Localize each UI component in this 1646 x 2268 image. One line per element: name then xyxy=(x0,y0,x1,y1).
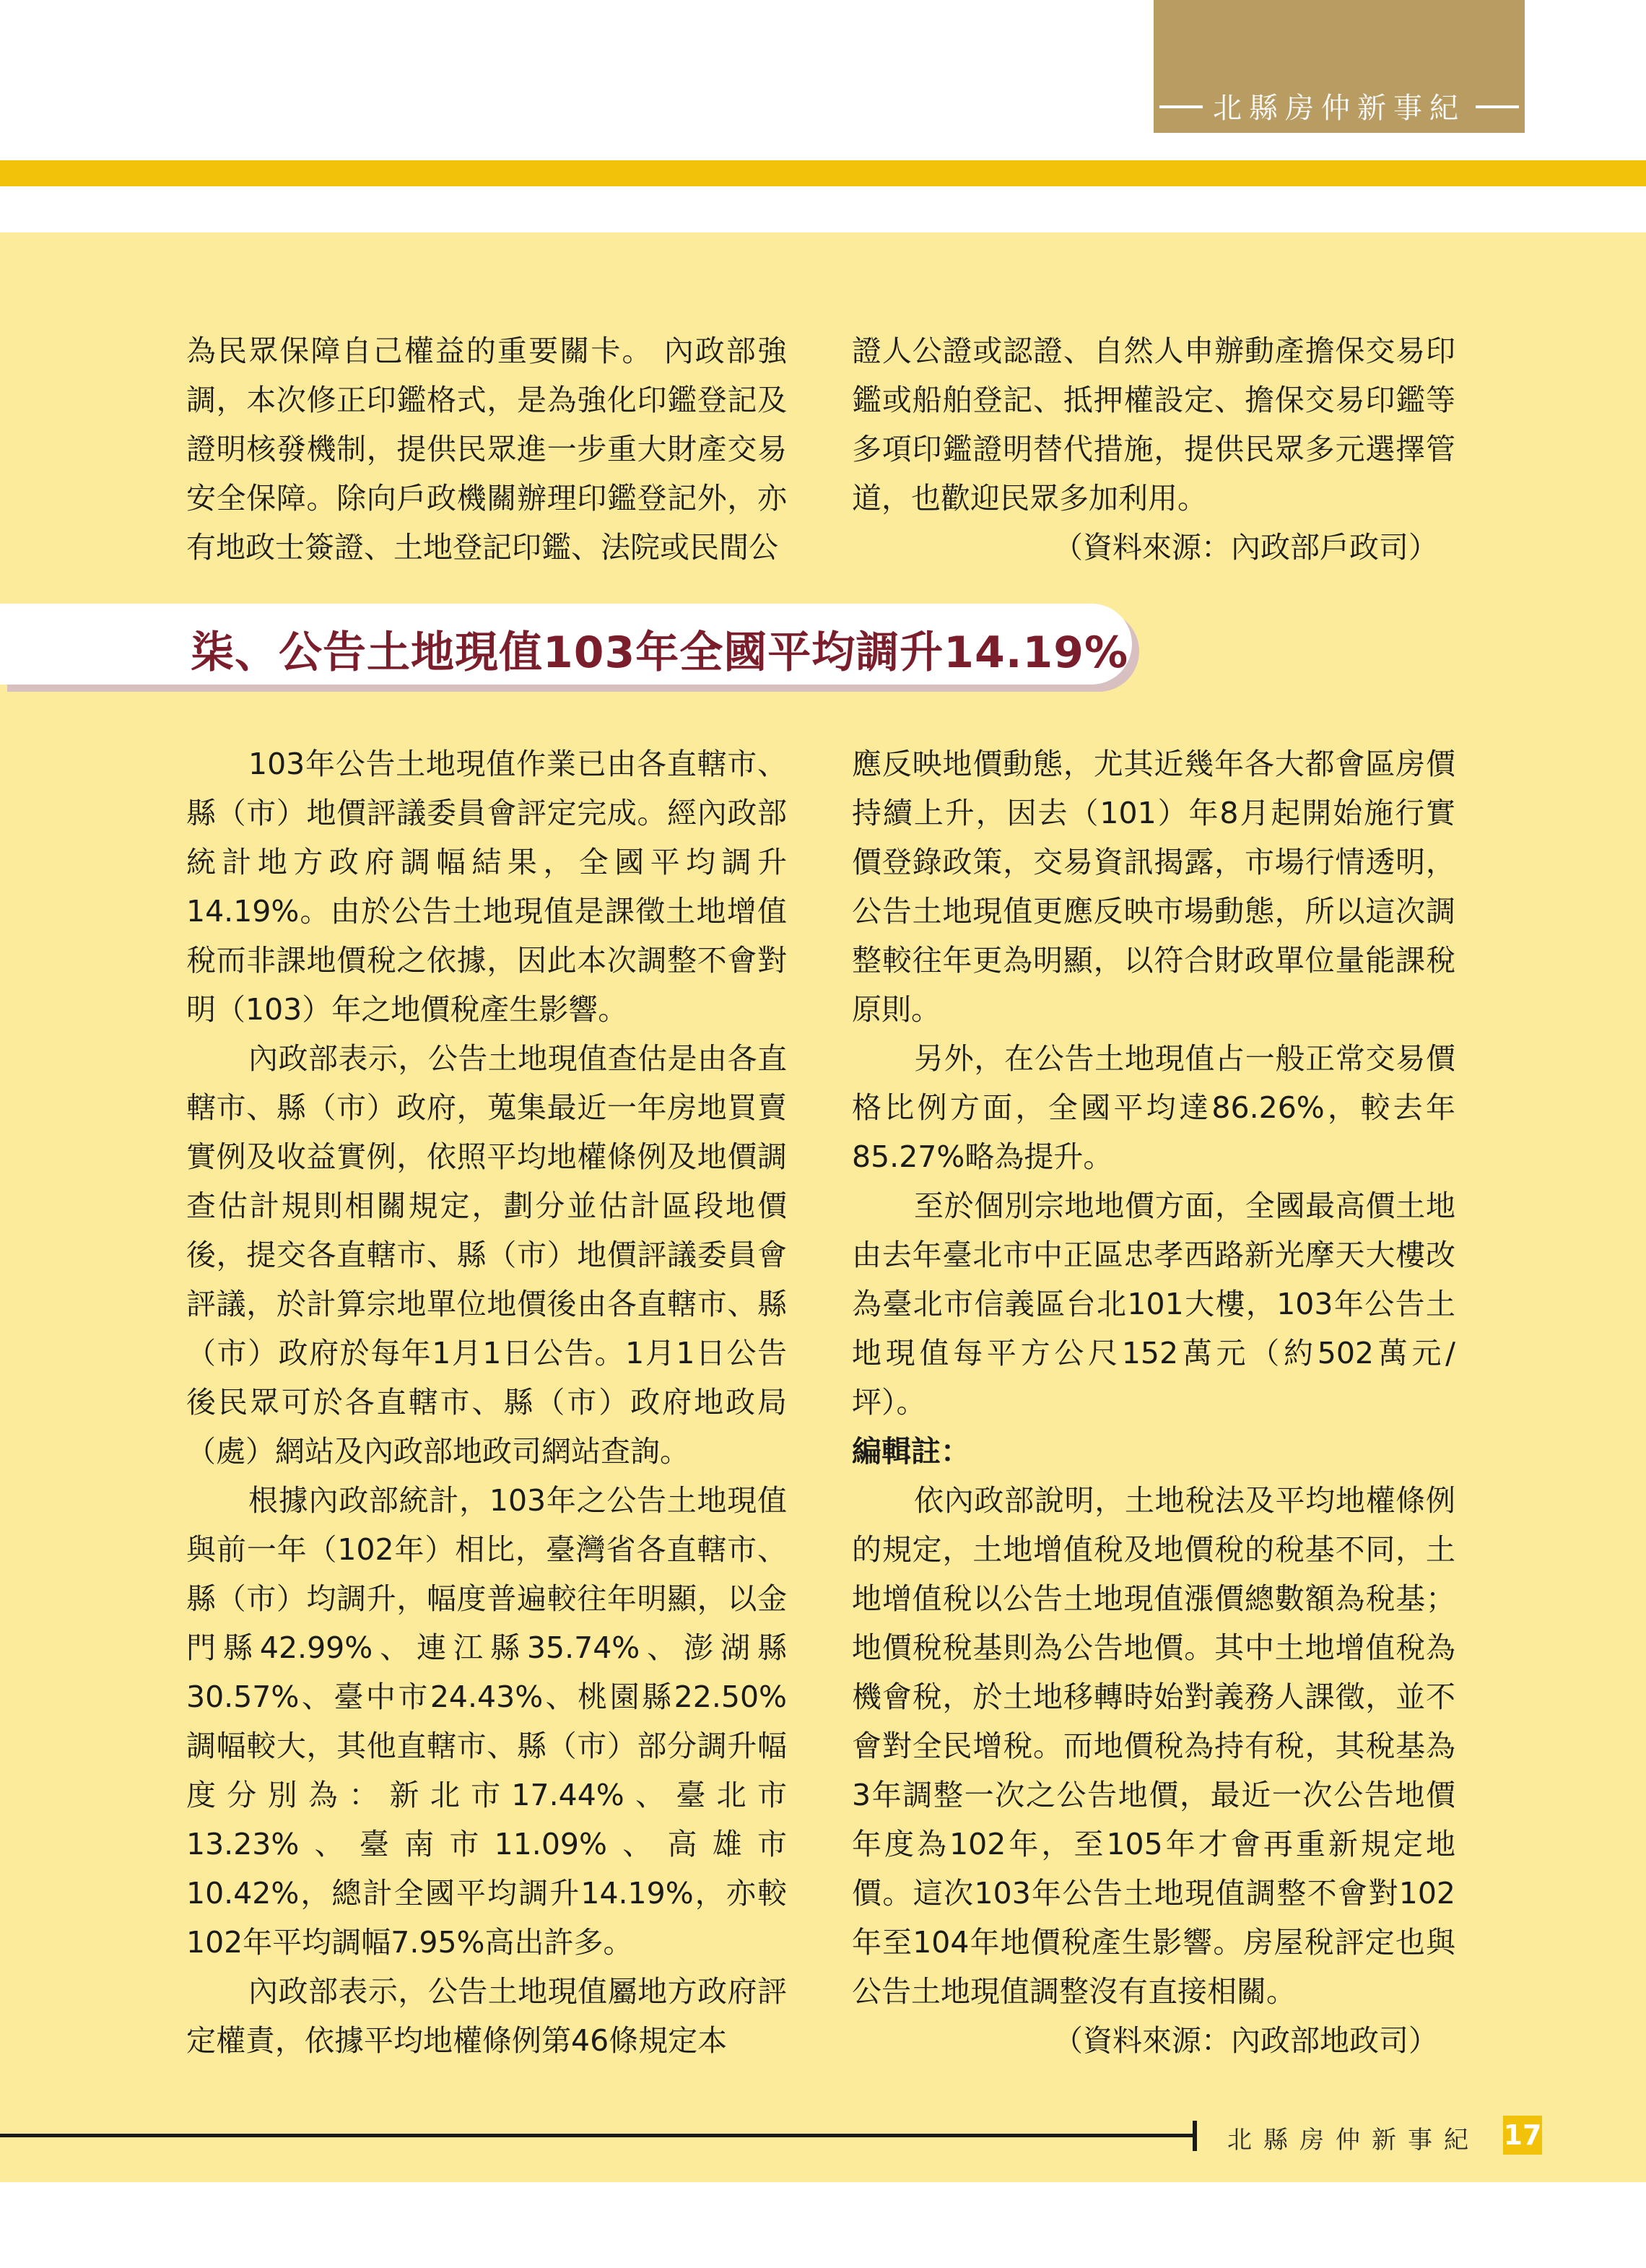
body-right-column xyxy=(852,739,1455,2065)
paragraph: 103年公告土地現值作業已由各直轄市、縣（市）地價評議委員會評定完成。經內政部統計地方政府調幅結果，全國平均調升14.19%。由於公告土地現值是課徵土地增值稅而非課地價稅之依據，因此本次調整不會對明（103）年之地價稅產生影響。 xyxy=(186,747,787,1027)
footer-tick xyxy=(1193,2121,1197,2151)
footer-rule xyxy=(0,2134,1193,2137)
paragraph: 根據內政部統計，103年之公告土地現值與前一年（102年）相比，臺灣省各直轄市、縣（市）均調升，幅度普遍較往年明顯，以金門縣42.99%、連江縣35.74%、澎湖縣30.57%、臺中市24.43%、桃園縣22.50%調幅較大，其他直轄市、縣（市）部分調升幅度分別為：新北市17.44%、臺北市13.23%、臺南市11.09%、高雄市10.42%，總計全國平均調升14.19%，亦較102年平均調幅7.95%高出許多。 xyxy=(186,1483,787,1960)
section-banner xyxy=(0,604,1132,685)
editor-note-label: 編輯註： xyxy=(852,1434,970,1469)
paragraph: 為民眾保障自己權益的重要關卡。 內政部強調，本次修正印鑑格式，是為強化印鑑登記及證明核發機制，提供民眾進一步重大財產交易安全保障。除向戶政機關辦理印鑑登記外，亦有地政士簽證、土地登記印鑑、法院或民間公 xyxy=(186,334,787,565)
paragraph: 證人公證或認證、自然人申辦動產擔保交易印鑑或船舶登記、抵押權設定、擔保交易印鑑等多項印鑑證明替代措施，提供民眾多元選擇管道，也歡迎民眾多加利用。 xyxy=(852,334,1455,516)
source-note: （資料來源：內政部戶政司） xyxy=(1053,530,1438,565)
top-stripe xyxy=(0,160,1646,186)
section-title: 柒、公告土地現值103年全國平均調升14.19% xyxy=(191,627,1129,678)
paragraph: 另外，在公告土地現值占一般正常交易價格比例方面，全國平均達86.26%，較去年85.27%略為提升。 xyxy=(852,1041,1455,1174)
header-tab xyxy=(1154,0,1525,133)
header-rule-right xyxy=(1476,105,1519,108)
top-left-column xyxy=(186,326,787,572)
page-number: 17 xyxy=(1503,2116,1542,2155)
editor-note: 依內政部說明，土地稅法及平均地權條例的規定，土地增值稅及地價稅的稅基不同，土地增值稅以公告土地現值漲價總數額為稅基；地價稅稅基則為公告地價。其中土地增值稅為機會稅，於土地移轉時始對義務人課徵，並不會對全民增稅。而地價稅為持有稅，其稅基為3年調整一次之公告地價，最近一次公告地價年度為102年，至105年才會再重新規定地價。這次103年公告土地現值調整不會對102年至104年地價稅產生影響。房屋稅評定也與公告土地現值調整沒有直接相關。 xyxy=(852,1483,1455,2009)
body-left-column xyxy=(186,739,787,2065)
top-right-column xyxy=(852,326,1455,572)
paragraph: 應反映地價動態，尤其近幾年各大都會區房價持續上升，因去（101）年8月起開始施行實價登錄政策，交易資訊揭露，市場行情透明，公告土地現值更應反映市場動態，所以這次調整較往年更為明顯，以符合財政單位量能課稅原則。 xyxy=(852,747,1455,1027)
paragraph: 內政部表示，公告土地現值查估是由各直轄市、縣（市）政府，蒐集最近一年房地買賣實例及收益實例，依照平均地權條例及地價調查估計規則相關規定，劃分並估計區段地價後，提交各直轄市、縣（市）地價評議委員會評議，於計算宗地單位地價後由各直轄市、縣（市）政府於每年1月1日公告。1月1日公告後民眾可於各直轄市、縣（市）政府地政局（處）網站及內政部地政司網站查詢。 xyxy=(186,1041,787,1469)
source-note: （資料來源：內政部地政司） xyxy=(1053,2023,1438,2058)
paragraph: 至於個別宗地地價方面，全國最高價土地由去年臺北市中正區忠孝西路新光摩天大樓改為臺北市信義區台北101大樓，103年公告土地現值每平方公尺152萬元（約502萬元/坪）。 xyxy=(852,1189,1455,1420)
running-title: 北縣房仲新事紀 xyxy=(1213,92,1466,125)
footer-running-title: 北縣房仲新事紀 xyxy=(1227,2126,1480,2155)
paragraph: 內政部表示，公告土地現值屬地方政府評定權責，依據平均地權條例第46條規定本 xyxy=(186,1974,787,2058)
